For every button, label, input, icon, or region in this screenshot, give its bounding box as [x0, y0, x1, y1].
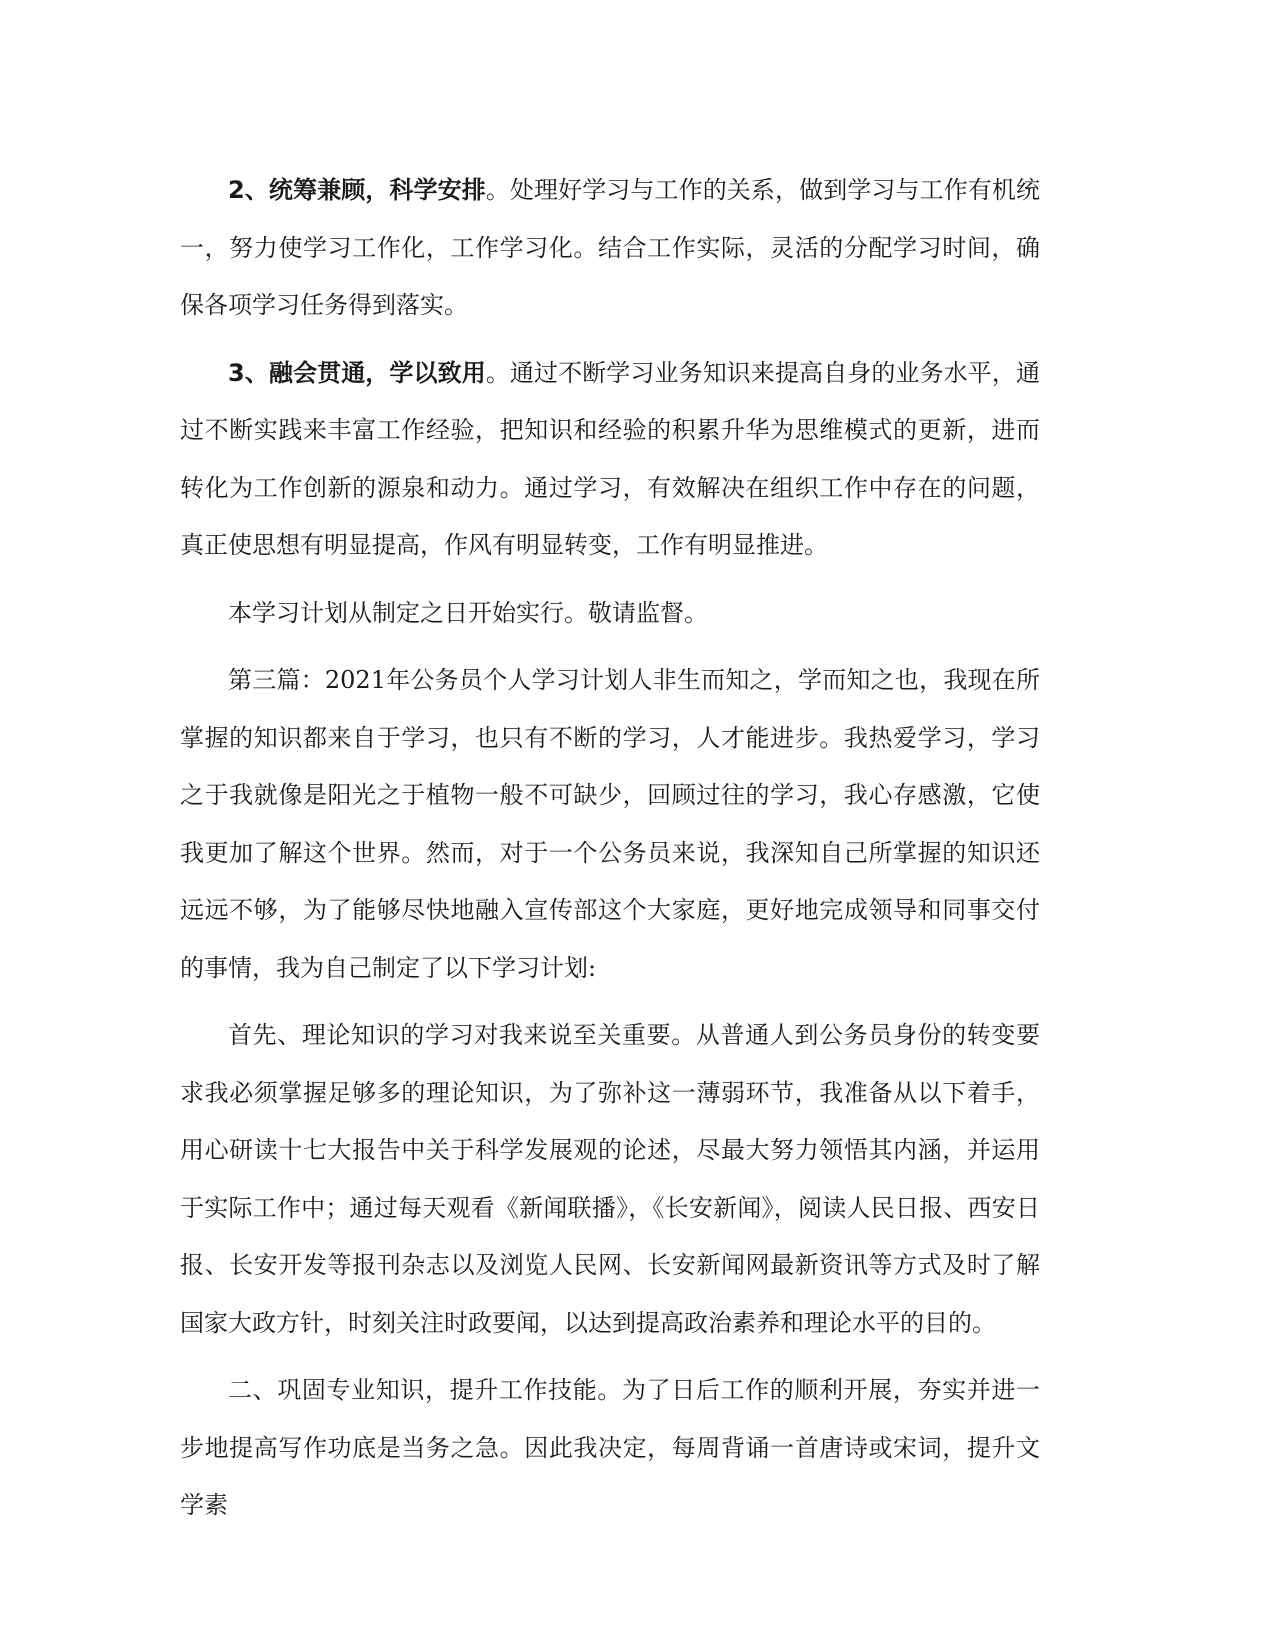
- paragraph-6: 二、巩固专业知识，提升工作技能。为了日后工作的顺利开展，夯实并进一步地提高写作功底是当务之急。因此我决定，每周背诵一首唐诗或宋词，提升文学素: [180, 1376, 1040, 1519]
- document-page: [180, 162, 1040, 1545]
- paragraph-1-body: 。处理好学习与工作的关系，做到学习与工作有机统一，努力使学习工作化，工作学习化。结合工作实际，灵活的分配学习时间，确保各项学习任务得到落实。: [180, 176, 1041, 319]
- paragraph-1: [180, 162, 1040, 335]
- paragraph-2-heading: 3、融会贯通，学以致用: [228, 358, 486, 387]
- paragraph-2: [180, 345, 1040, 575]
- paragraph-5: 首先、理论知识的学习对我来说至关重要。从普通人到公务员身份的转变要求我必须掌握足够多的理论知识，为了弥补这一薄弱环节，我准备从以下着手，用心研读十七大报告中关于科学发展观的论述，尽最大努力领悟其内涵，并运用于实际工作中；通过每天观看《新闻联播》，《长安新闻》，阅读人民日报、西安日报、长安开发等报刊杂志以及浏览人民网、长安新闻网最新资讯等方式及时了解国家大政方针，时刻关注时政要闻，以达到提高政治素养和理论水平的目的。: [180, 1021, 1040, 1337]
- paragraph-3: 本学习计划从制定之日开始实行。敬请监督。: [228, 598, 708, 627]
- paragraph-2-body: 。通过不断学习业务知识来提高自身的业务水平，通过不断实践来丰富工作经验，把知识和经验的积累升华为思维模式的更新，进而转化为工作创新的源泉和动力。通过学习，有效解决在组织工作中存在的问题，真正使思想有明显提高，作风有明显转变，工作有明显推进。: [180, 358, 1041, 559]
- paragraph-4: 第三篇：2021年公务员个人学习计划人非生而知之，学而知之也，我现在所掌握的知识都来自于学习，也只有不断的学习，人才能进步。我热爱学习，学习之于我就像是阳光之于植物一般不可缺少，回顾过往的学习，我心存感激，它使我更加了解这个世界。然而，对于一个公务员来说，我深知自己所掌握的知识还远远不够，为了能够尽快地融入宣传部这个大家庭，更好地完成领导和同事交付的事情，我为自己制定了以下学习计划:: [180, 666, 1040, 982]
- paragraph-1-heading: 2、统筹兼顾，科学安排: [228, 176, 486, 204]
